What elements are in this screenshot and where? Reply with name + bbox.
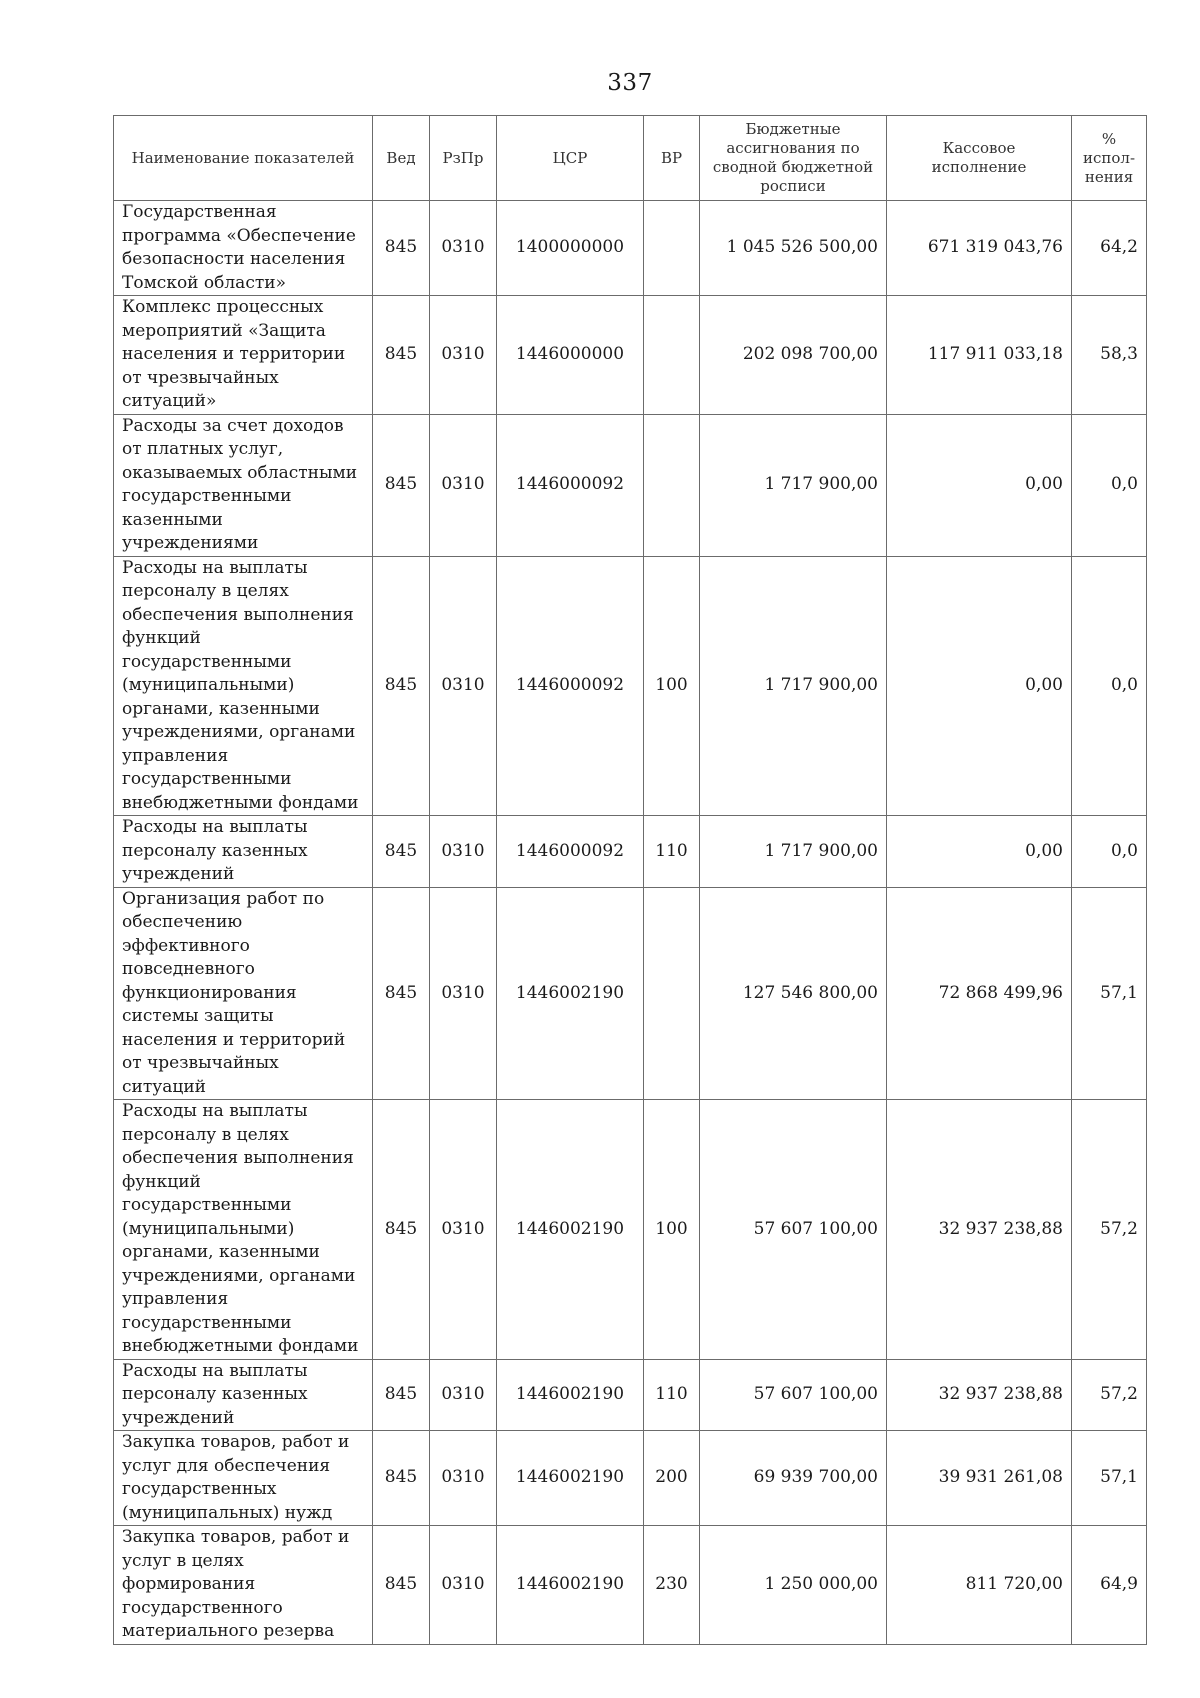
cell-ved: 845 [373, 296, 430, 415]
cell-pct: 57,1 [1072, 1431, 1147, 1526]
cell-budget: 1 045 526 500,00 [700, 201, 887, 296]
table-row [114, 1359, 1147, 1431]
cell-csr: 1446000092 [497, 556, 644, 816]
cell-ved: 845 [373, 1359, 430, 1431]
cell-csr: 1446002190 [497, 1100, 644, 1360]
cell-vr [644, 414, 700, 556]
cell-kass: 0,00 [887, 816, 1072, 888]
cell-csr: 1446002190 [497, 887, 644, 1100]
cell-name: Расходы на выплаты персоналу в целях обеспечения выполнения функций государственными (муниципальными) органами, казенными учреждениями, органами управления государственными внебюджетными фондами [114, 1100, 373, 1360]
table-header-row [114, 116, 1147, 201]
cell-name: Комплекс процессных мероприятий «Защита населения и территории от чрезвычайных ситуаций» [114, 296, 373, 415]
cell-csr: 1446002190 [497, 1526, 644, 1645]
cell-rzpr: 0310 [430, 414, 497, 556]
cell-budget: 57 607 100,00 [700, 1359, 887, 1431]
cell-budget: 127 546 800,00 [700, 887, 887, 1100]
cell-budget: 1 717 900,00 [700, 816, 887, 888]
cell-name: Расходы на выплаты персоналу в целях обеспечения выполнения функций государственными (муниципальными) органами, казенными учреждениями, органами управления государственными внебюджетными фондами [114, 556, 373, 816]
cell-pct: 58,3 [1072, 296, 1147, 415]
table-row [114, 816, 1147, 888]
cell-kass: 0,00 [887, 556, 1072, 816]
cell-rzpr: 0310 [430, 1431, 497, 1526]
cell-budget: 202 098 700,00 [700, 296, 887, 415]
table-row [114, 887, 1147, 1100]
cell-name: Расходы на выплаты персоналу казенных учреждений [114, 816, 373, 888]
cell-csr: 1446000000 [497, 296, 644, 415]
cell-name: Закупка товаров, работ и услуг в целях формирования государственного материального резерва [114, 1526, 373, 1645]
cell-kass: 72 868 499,96 [887, 887, 1072, 1100]
header-budget: Бюджетные ассигнования по сводной бюджетной росписи [700, 116, 887, 201]
header-rzpr: РзПр [430, 116, 497, 201]
cell-rzpr: 0310 [430, 816, 497, 888]
cell-ved: 845 [373, 1431, 430, 1526]
cell-vr [644, 887, 700, 1100]
cell-ved: 845 [373, 556, 430, 816]
cell-rzpr: 0310 [430, 1526, 497, 1645]
cell-ved: 845 [373, 1526, 430, 1645]
cell-pct: 57,2 [1072, 1100, 1147, 1360]
cell-ved: 845 [373, 887, 430, 1100]
cell-csr: 1400000000 [497, 201, 644, 296]
cell-vr [644, 296, 700, 415]
cell-rzpr: 0310 [430, 201, 497, 296]
cell-kass: 32 937 238,88 [887, 1100, 1072, 1360]
cell-vr: 230 [644, 1526, 700, 1645]
page-number: 337 [607, 70, 653, 96]
header-kass: Кассовое исполнение [887, 116, 1072, 201]
cell-kass: 32 937 238,88 [887, 1359, 1072, 1431]
cell-kass: 117 911 033,18 [887, 296, 1072, 415]
cell-rzpr: 0310 [430, 556, 497, 816]
cell-rzpr: 0310 [430, 887, 497, 1100]
cell-name: Организация работ по обеспечению эффективного повседневного функционирования системы защиты населения и территорий от чрезвычайных ситуаций [114, 887, 373, 1100]
cell-kass: 811 720,00 [887, 1526, 1072, 1645]
cell-ved: 845 [373, 414, 430, 556]
budget-execution-table [113, 115, 1147, 1645]
cell-pct: 0,0 [1072, 556, 1147, 816]
cell-pct: 0,0 [1072, 414, 1147, 556]
header-csr: ЦСР [497, 116, 644, 201]
cell-vr: 200 [644, 1431, 700, 1526]
cell-ved: 845 [373, 1100, 430, 1360]
cell-name: Расходы за счет доходов от платных услуг, оказываемых областными государственными казенными учреждениями [114, 414, 373, 556]
cell-rzpr: 0310 [430, 1100, 497, 1360]
cell-kass: 39 931 261,08 [887, 1431, 1072, 1526]
header-name: Наименование показателей [114, 116, 373, 201]
cell-vr [644, 201, 700, 296]
cell-csr: 1446002190 [497, 1359, 644, 1431]
cell-csr: 1446002190 [497, 1431, 644, 1526]
cell-vr: 100 [644, 1100, 700, 1360]
cell-vr: 110 [644, 1359, 700, 1431]
cell-name: Закупка товаров, работ и услуг для обеспечения государственных (муниципальных) нужд [114, 1431, 373, 1526]
cell-ved: 845 [373, 816, 430, 888]
table-row [114, 201, 1147, 296]
table-row [114, 296, 1147, 415]
cell-kass: 671 319 043,76 [887, 201, 1072, 296]
cell-csr: 1446000092 [497, 816, 644, 888]
cell-kass: 0,00 [887, 414, 1072, 556]
table-row [114, 414, 1147, 556]
cell-pct: 64,9 [1072, 1526, 1147, 1645]
cell-budget: 1 250 000,00 [700, 1526, 887, 1645]
cell-rzpr: 0310 [430, 1359, 497, 1431]
header-pct: % испол-нения [1072, 116, 1147, 201]
cell-name: Расходы на выплаты персоналу казенных учреждений [114, 1359, 373, 1431]
cell-budget: 57 607 100,00 [700, 1100, 887, 1360]
cell-pct: 0,0 [1072, 816, 1147, 888]
cell-rzpr: 0310 [430, 296, 497, 415]
cell-budget: 69 939 700,00 [700, 1431, 887, 1526]
header-ved: Вед [373, 116, 430, 201]
cell-pct: 57,1 [1072, 887, 1147, 1100]
cell-vr: 100 [644, 556, 700, 816]
cell-budget: 1 717 900,00 [700, 414, 887, 556]
cell-pct: 57,2 [1072, 1359, 1147, 1431]
cell-budget: 1 717 900,00 [700, 556, 887, 816]
header-vr: ВР [644, 116, 700, 201]
cell-csr: 1446000092 [497, 414, 644, 556]
table-row [114, 556, 1147, 816]
table-row [114, 1526, 1147, 1645]
cell-ved: 845 [373, 201, 430, 296]
table-row [114, 1100, 1147, 1360]
table-row [114, 1431, 1147, 1526]
cell-vr: 110 [644, 816, 700, 888]
cell-pct: 64,2 [1072, 201, 1147, 296]
cell-name: Государственная программа «Обеспечение безопасности населения Томской области» [114, 201, 373, 296]
